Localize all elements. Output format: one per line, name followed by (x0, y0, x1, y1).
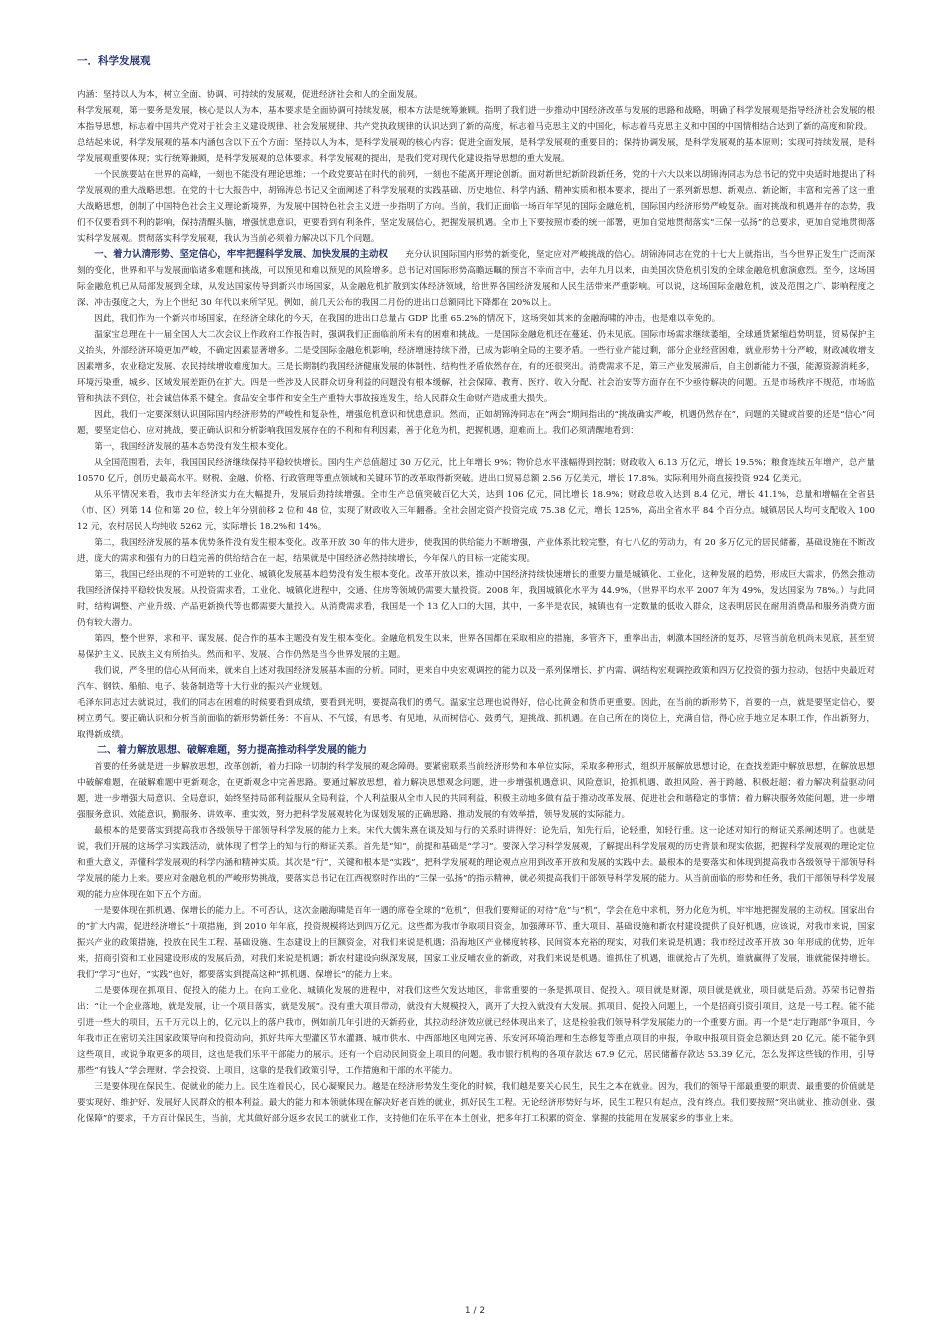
section-heading: 一．科学发展观 (77, 55, 151, 67)
paragraph: 一是要体现在抓机遇、保增长的能力上。不可否认，这次金融海啸是百年一遇的席卷全球的“危机”，但我们要辩证的对待“危”与“机”，学会在危中求机，努力化危为机，牢牢地把握发展的主动权。国家出台的“扩大内需，促进经济增长”十项措施，到 2010 年年底，投资规模将达到四万亿元。这些都为我市争取项目资金，加强薄环节、重大项目、基础设施和新农村建设提供了良好机遇，应该说，对我市来说，国家振兴产业的政策措施，投放在民生工程、基础设施、生态建设上的巨额资金，对我们来说是机遇；沿海地区产业梯度转移、民间资本充裕的现实，对我们来说是机遇；我市经过改革开放 30 年形成的优势，近年来，招商引资和工业园建设形成的发展后劲，对我们来说是机遇；新农村建设向纵深发展，国家工业反哺农业的新政，对我们来说是机遇。谁抓住了机遇，谁就抢占了先机，谁就赢得了发展，谁就能保持增长。我们“学习”也好，“实践”也好，都要落实到提高这种“抓机遇、保增长”的能力上来。 (77, 906, 875, 980)
paragraph: 最根本的是要落实到提高我市各级领导干部领导科学发展的能力上来。宋代大儒朱熹在谈及知与行的关系时讲得好：论先后，知先行后，论轻重，知轻行重。这一论述对知行的辩证关系阐述明了。也就是说，我们开展的这场学习实践活动，就体现了哲学上的知与行的辩证关系。首先是“知”，前提和基础是“学习”。要深入学习科学发展观，了解提出科学发展观的历史背景和现实依据，把握科学发展观的理论定位和重大意义，弄懂科学发展观的科学内涵和精神实质。其次是“行”，关键和根本是“实践”，把科学发展观的理论观点应用到改革开放和发展的实践中去。最根本的是要落实和体现到提高我市各级领导干部领导科学发展的能力上来。要应对金融危机的严峻形势挑战，要落实总书记在江西视察时作出的“三保一弘扬”的指示精神，就必须提高我们干部领导科学发展的能力。从当前面临的形势和任务，我们干部领导科学发展观的能力应体现在如下五个方面。 (77, 826, 875, 900)
page-number: 1 / 2 (464, 1306, 486, 1316)
paragraph: 因此，我们作为一个新兴市场国家，在经济全球化的今天，在我国的进出口总量占 GDP 比重 65.2%的情况下，这场突如其来的金融海啸的冲击，也是难以幸免的。 (94, 314, 721, 324)
paragraph: 第三，我国已经出现的不可逆转的工业化、城镇化发展基本趋势没有发生根本变化。改革开放以来，推动中国经济持续快速增长的重要力量是城镇化、工业化，这种发展的趋势，形成巨大需求，仍然会推动我国经济保持平稳较快发展。从投资需求看，工业化、城镇化进程中，交通、住房等领域仍需要大量投资。2008 年，我国城镇化水平为 44.9%，（世界平均水平 2007 年为 49%，发达国家为 78%。）与此同时，结构调整、产业升级、产品更新换代等也都需要大量投入。从消费需求看，我国是一个 13 亿人口的大国，其中，一多半是农民，城镇也有一定数量的低收入群众，这表明居民在耐用消费品和服务消费方面仍有较大潜力。 (77, 570, 875, 628)
paragraph: 第一，我国经济发展的基本态势没有发生根本变化。 (94, 442, 293, 452)
paragraph: 总结起来说，科学发展观的基本内涵包含以下五个方面：坚持以人为本，是科学发展观的核心内容；促进全面发展，是科学发展观的重要目的；保持协调发展，是科学发展观的基本原则；实现可持续发展，是科学发展观重要体现；实行统筹兼顾，是科学发展观的总体要求。科学发展观的提出，是我们党对现代化建设指导思想的重大发展。 (77, 138, 875, 164)
paragraph: 一个民族要站在世界的高峰，一刻也不能没有理论思维；一个政党要站在时代的前列，一刻也不能离开理论创新。面对新世纪新阶段新任务，党的十六大以来以胡锦涛同志为总书记的党中央适时地提出了科学发展观的重大战略思想。在党的十七大报告中，胡锦涛总书记又全面阐述了科学发展观的实践基础、历史地位、科学内涵、精神实质和根本要求，提出了一系列新思想、新观点、新论断，丰富和完善了这一重大战略思想，创制了中国特色社会主义理论新境界，为发展中国特色社会主义进一步指明了方向。当前，我们正面临一场百年罕见的国际金融危机，国际国内经济形势严峻复杂。面对挑战和机遇并存的态势，我们不仅要看到不利的影响，保持清醒头脑，增强忧患意识，更要看到有利条件，坚定发展信心，把握发展机遇。全市上下要按照市委的统一部署，更加自觉地贯彻落实“三保一弘扬”的总要求，更加自觉地贯彻落实科学发展观。贯彻落实科学发展观，我认为当前必须着力解决以下几个问题。 (77, 170, 875, 244)
paragraph: 第二，我国经济发展的基本优势条件没有发生根本变化。改革开放 30 年的伟大进步，使我国的供给能力不断增强，产业体系比较完整，有七八亿的劳动力，有 20 多万亿元的居民储蓄，基础设施在不断改进，庞大的需求和强有力的日趋完善的供给结合在一起，结果就是中国经济必然持续增长，今年保八的目标一定能实现。 (77, 538, 876, 564)
subsection-heading: 二、着力解放思想、破解难题，努力提高推动科学发展的能力 (97, 745, 367, 756)
paragraph: 首要的任务就是进一步解放思想，改革创新，着力扫除一切制约科学发展的观念障碍。要紧密联系当前经济形势和本单位实际，采取多种形式，组织开展解放思想讨论，在查找差距中解放思想，在解放思想中破解难题，在破解难题中更新观念，在更新观念中完善思路。要通过解放思想，着力解决思想观念问题，进一步增强机遇意识、风险意识，抢抓机遇、敢担风险、善于跨越、积极赶超；着力解决利益驱动问题，进一步增强大局意识、全局意识，始终坚持局部利益服从全局利益，个人利益服从全市人民的共同利益，积极主动地多做有益于推动改革发展、促进社会和谐稳定的事情；着力解决服务效能问题，进一步增强服务意识、效能意识，勤服务、讲效率、重实效，努力把科学发展观转化为谋划发展的正确思路、推动发展的有效举措，领导发展的实际能力。 (77, 762, 875, 820)
paragraph: 内涵：坚持以人为本，树立全面、协调、可持续的发展观，促进经济社会和人的全面发展。 (77, 90, 423, 100)
paragraph: 从全国范围看，去年，我国国民经济继续保持平稳较快增长。国内生产总值超过 30 万亿元，比上年增长 9%；物价总水平涨幅得到控制；财政收入 6.13 万亿元，增长 19.5%；粮食连续五年增产，总产量 10570 亿斤，创历史最高水平。财税、金融、价格、行政管理等重点领域和关键环节的改革取得新突破。进出口贸易总额 2.56 万亿美元，增长 17.8%。实际利用外商直接投资 924 亿美元。 (77, 458, 875, 484)
paragraph-text: 充分认识国际国内形势的新变化，坚定应对严峻挑战的信心。胡锦涛同志在党的十七大上就指出，当今世界正发生广泛而深刻的变化，世界和平与发展面临诸多难题和挑战，可以预见和难以预见的风险增多。总书记对国际形势高瞻远瞩的预言不幸而言中，去年九月以来，由美国次贷危机引发的全球金融危机愈演愈烈。至今，这场国际金融危机已从局部发展到全球，从发达国家传导到新兴市场国家，从金融危机扩散到实体经济领域，给世界各国经济发展和人民生活带来严重影响。可以说，这场国际金融危机，波及范围之广、影响程度之深、冲击强度之大，为上个世纪 30 年代以来所罕见。例如，前几天公布的我国二月份的进出口总额同比下降都在 20%以上。 (77, 250, 875, 308)
paragraph: 我们说，严冬里的信心从何而来，就来自上述对我国经济发展基本面的分析。同时，更来自中央宏观调控的能力以及一系列保增长、扩内需、调结构宏观调控政策和四万亿投资的强力拉动，包括中央最近对汽车、钢铁、船舶、电子、装备制造等十大行业的振兴产业规划。 (77, 666, 875, 692)
paragraph: 因此，我们一定要深刻认识国际国内经济形势的严峻性和复杂性，增强危机意识和忧患意识。然而，正如胡锦涛同志在“两会”期间指出的“挑战确实严峻，机遇仍然存在”，问题的关键或首要的还是“信心”问题，要坚定信心、应对挑战，要正确认识和分析影响我国发展存在的不利和有利因素，善于化危为机，把握机遇，迎难而上。我们必须清醒地看到： (77, 410, 875, 436)
document-body (77, 53, 875, 1127)
paragraph: 毛泽东同志过去就说过，我们的同志在困难的时候要看到成绩，要看到光明，要提高我们的勇气。温家宝总理也说得好，信心比黄金和货币更重要。因此，在当前的新形势下，首要的一点，就是要坚定信心，要树立勇气。要正确认识和分析当前面临的新形势新任务：不盲从、不气馁，有思考、有见地，从而树信心、鼓勇气，迎挑战、抓机遇。在自己所在的岗位上，充满自信，得心应手地立足本职工作，作出新努力，取得新成绩。 (77, 698, 875, 740)
paragraph (77, 247, 875, 311)
paragraph: 三是要体现在保民生、促就业的能力上。民生连着民心，民心凝聚民力。越是在经济形势发生变化的时候，我们越是要关心民生，民生之本在就业。因为，我们的领导干部最重要的职责、最重要的价值就是要实现好、维护好、发展好人民群众的根本利益。最大的能力和本领就体现在解决好老百姓的就业，抓好民生工程。无论经济形势好与坏，民生工程只有起点，没有终点。我们要按照“突出就业、推动创业、强化保障”的要求，千方百计保民生，当前，尤其做好部分返乡农民工的就业工作，支持他们在乐平在本土创业，把多年打工积累的资金、掌握的技能用在发展家乡的事业上来。 (77, 1082, 875, 1124)
paragraph: 温家宝总理在十一届全国人大二次会议上作政府工作报告时，强调我们正面临前所未有的困难和挑战。一是国际金融危机还在蔓延、仍未见底。国际市场需求继续萎缩，全球通货紧缩趋势明显，贸易保护主义抬头，外部经济环境更加严峻，不确定因素显著增多。二是受国际金融危机影响，经济增速持续下滑，已成为影响全局的主要矛盾。一些行业产能过剩，部分企业经营困难，就业形势十分严峻，财政减收增支因素增多，农业稳定发展、农民持续增收难度加大。三是长期制约我国经济健康发展的体制性、结构性矛盾依然存在，有的还很突出。消费需求不足，第三产业发展滞后，自主创新能力不强，能源资源消耗多，环境污染重，城乡、区域发展差距仍在扩大。四是一些涉及人民群众切身利益的问题没有根本缓解，社会保障、教育、医疗、收入分配、社会治安等方面存在不少亟待解决的问题。五是市场秩序不规范，市场监管和执法不到位，社会诚信体系不健全。食品安全事件和安全生产重特大事故接连发生，给人民群众生命财产造成重大损失。 (77, 330, 875, 404)
paragraph: 二是要体现在抓项目、促投入的能力上。在向工业化、城镇化发展的进程中，对我们这些欠发达地区，非常重要的一条是抓项目、促投入。项目就是财源，项目就是就业，项目就是后劲。苏荣书记曾指出：“让一个企业落地，就是发展，让一个项目落实，就是发展”。没有重大项目带动，就没有大规模投入，离开了大投入就没有大发展。抓项目、促投入问题上，一个是招商引资引项目，这是一号工程。能不能引进一些大的项目，五千万元以上的，亿元以上的落户我市，例如前几年引进的天新药业，其拉动经济效应就已经体现出来了，这是检验我们领导科学发展能力的一个重要方面。再一个是“走厅跑部”争项目，今年我市正在密切关注国家政策导向和投资动向，抓好共库大型灌区节水灌溉、城市供水、中西部地区电网完善、乐安河环境治理和生态修复等重点项目的申报，争取申报项目资金总额达到 20 亿元。能不能争到这些项目，或说争取更多的项目，这也是我们乐平干部能力的展示。还有一个启动民间资金上项目的问题。我市银行机构的各项存款达 67.9 亿元，居民储蓄存款达 53.39 亿元，怎么发挥这些钱的作用，引导那些“有钱人”学会理财、学会投资、上项目，这靠的是我们政策引导，工作措施和干部的水平能力。 (77, 986, 875, 1076)
paragraph: 第四，整个世界，求和平、谋发展、促合作的基本主题没有发生根本变化。金融危机发生以来，世界各国都在采取相应的措施，多管齐下，重拳出击，刺激本国经济的复苏，尽管当前危机尚未见底，甚至贸易保护主义、民族主义有所抬头。然而和平、发展、合作仍然是当今世界发展的主题。 (77, 634, 875, 660)
paragraph: 从乐平情况来看，我市去年经济实力在大幅提升，发展后劲持续增强。全市生产总值突破百亿大关，达到 106 亿元，同比增长 18.9%；财政总收入达到 8.4 亿元，增长 41.1%，总量和增幅在全省县（市、区）列第 14 位和第 20 位，较上年分别前移 2 位和 48 位，实现了财政收入三年翻番。全社会固定资产投资完成 75.38 亿元，增长 125%，高出全省水平 84 个百分点。城镇居民人均可支配收入 10012 元，农村居民人均纯收 5262 元，实际增长 18.2%和 14%。 (77, 490, 875, 532)
subsection-heading: 一、着力认清形势、坚定信心，牢牢把握科学发展、加快发展的主动权 (94, 249, 389, 260)
paragraph: 科学发展观，第一要务是发展，核心是以人为本，基本要求是全面协调可持续发展，根本方法是统筹兼顾。指明了我们进一步推动中国经济改革与发展的思路和战略，明确了科学发展观是指导经济社会发展的根本指导思想，标志着中国共产党对于社会主义建设规律、社会发展规律、共产党执政规律的认识达到了新的高度，标志着马克思主义的中国化，标志着马克思主义和中国的中国情相结合达到了新的高度和阶段。 (77, 106, 875, 132)
